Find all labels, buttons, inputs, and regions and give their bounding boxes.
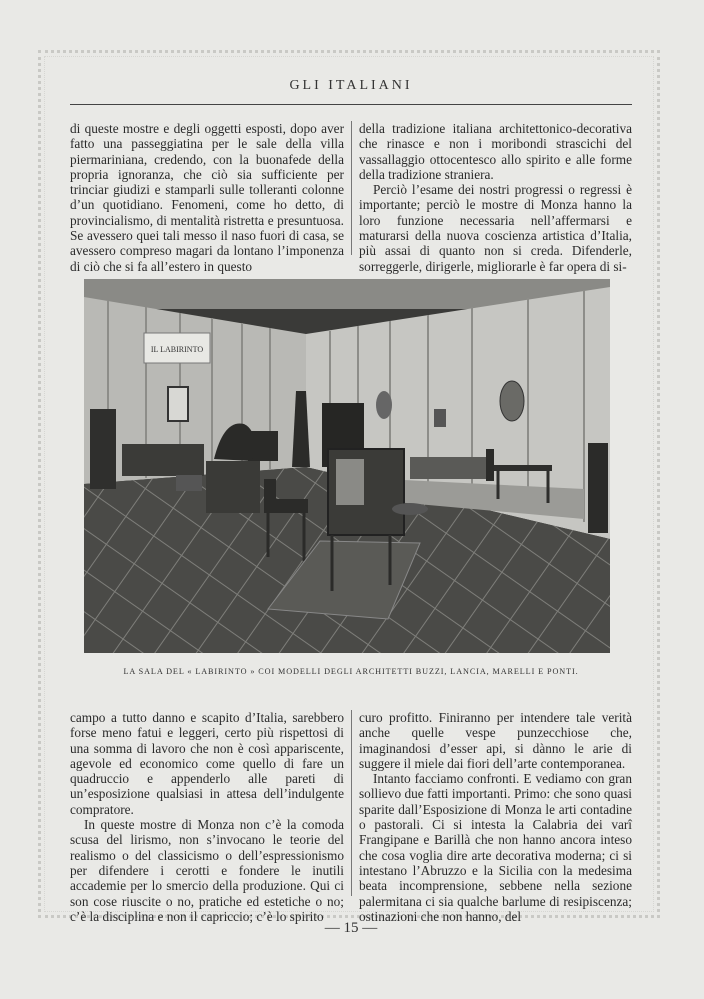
paragraph: Intanto facciamo confronti. E vediamo con gran sollievo due fatti importanti. Primo: che sono quasi sparite dall’Esposizione di Monza le arti contadine o pastorali. Ci si intesta la Calabria dei varî Frangipane e Barillà che non hanno ancora inteso che cosa voglia dire arte decorativa moderna; ci si intestano l’Abruzzo e la Sicilia con la medesima beata incomprensione, sebbene nella sezione palermitana ci sia qualche barlume di resipiscenza; ostinazioni che non hanno, del (359, 771, 632, 924)
side-table (494, 465, 552, 471)
day-bed (410, 457, 488, 479)
bookshelf (336, 459, 364, 505)
sign-text: IL LABIRINTO (150, 345, 204, 354)
framed-picture (434, 409, 446, 427)
paragraph: campo a tutto danno e scapito d’Italia, sarebbero forse meno fatui e leggeri, certo più rispettosi di una somma di lavoro che non è così appariscente, agevole ed economico come quello di fare un quadruccio e appenderlo alle pareti di un’esposizione qualsiasi in attesa dell’indulgente compratore. (70, 710, 344, 817)
sideboard (122, 444, 204, 476)
pedestal-column (588, 443, 608, 533)
paragraph: della tradizione italiana architettonico-decorativa che rinasce e non i moribondi strascichi del vassallaggio ottocentesco allo spirito e alle forme della tradizione straniera. (359, 121, 632, 182)
paragraph: di queste mostre e degli oggetti esposti, dopo aver fatto una passeggiatina per le sale della villa piermariniana, credendo, con la buonafede della propria ignoranza, che ciò sia sufficiente per trinciar giudizi e stamparli sulle tolleranti colonne d’un quotidiano. Fenomeni, come ho detto, di provincialismo, di mentalità ristretta e presuntuosa. Se avessero quei tali messo il naso fuori di casa, se avessero compreso magari da lontano l’imponenza di ciò che si fa all’estero in questo (70, 121, 344, 274)
room-illustration (84, 279, 610, 653)
bottom-right-column (359, 710, 632, 924)
oval-mirror (500, 381, 524, 421)
column-divider (351, 710, 352, 896)
top-right-column (359, 121, 632, 274)
figure-caption: LA SALA DEL « LABIRINTO » COI MODELLI DEGLI ARCHITETTI BUZZI, LANCIA, MARELLI E PONTI. (123, 667, 579, 676)
exhibition-photograph (84, 279, 610, 653)
header-rule (70, 104, 632, 105)
chair-back (264, 479, 276, 509)
paragraph: curo profitto. Finiranno per intendere tale verità anche quelle vespe punzecchiose che, imaginandosi d’esser api, si dànno le arie di suggere il miele dai fiori dell’arte contemporanea. (359, 710, 632, 771)
column-divider (351, 121, 352, 255)
round-table (392, 503, 428, 515)
wall-mirror (376, 391, 392, 419)
pedestal (206, 461, 260, 513)
coat-stand (90, 409, 116, 489)
stool (176, 475, 202, 491)
bottom-left-column (70, 710, 344, 924)
framed-picture (168, 387, 188, 421)
paragraph: Perciò l’esame dei nostri progressi o regressi è importante; perciò le mostre di Monza hanno la loro funzione necessaria nell’affermarsi e maturarsi della nuova coscienza artistica d’Italia, più assai di quanto non si creda. Difenderle, sorreggerle, dirigerle, migliorarle è far opera di si- (359, 182, 632, 274)
top-left-column (70, 121, 344, 274)
page-number: — 15 — (324, 920, 378, 936)
paragraph: In queste mostre di Monza non c’è la comoda scusa del lirismo, non s’invocano le teorie del realismo o del classicismo o dell’espressionismo per difendere i cerotti e fondere le inutili accademie per lo smercio della produzione. Qui ci son cose riuscite o no, pratiche ed estetiche o no; c’è la disciplina e non il capriccio; c’è lo spirito (70, 817, 344, 924)
running-head: GLI ITALIANI (289, 78, 413, 93)
